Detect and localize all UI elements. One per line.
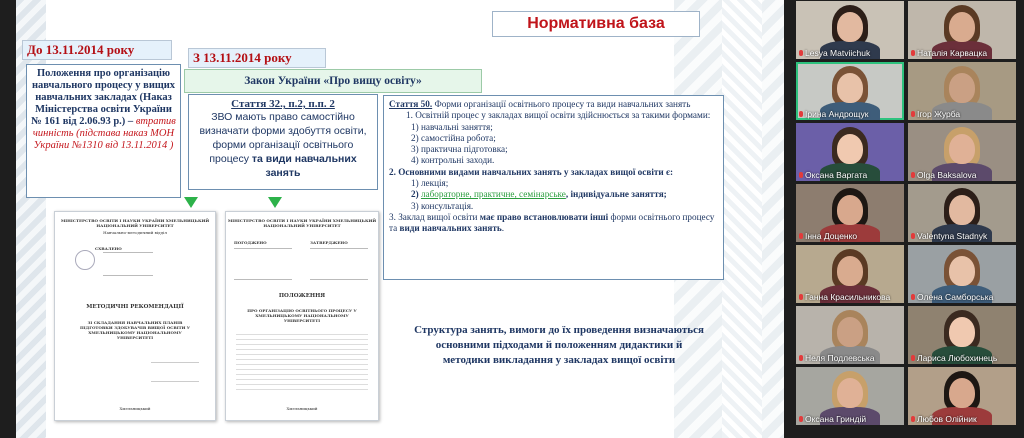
old-regulation-heading: Положення про організацію навчального процесу у вищих навчальних закладах (Наказ Міністерства освіти України № 161 від 2.06.93 р.) – — [31, 68, 176, 127]
muted-mic-icon — [799, 416, 803, 422]
participant-tile[interactable] — [908, 245, 1016, 303]
participant-face — [949, 134, 975, 164]
participant-name: Ігор Журба — [917, 109, 961, 119]
article-50-p3-c: форми освітнього процесу та — [389, 211, 715, 234]
article-50-p1: 1. Освітній процес у закладах вищої освіти здійснюється за такими формами: — [406, 110, 711, 121]
muted-mic-icon — [911, 111, 915, 117]
participant-tile[interactable] — [908, 367, 1016, 425]
participant-face — [949, 73, 975, 103]
participant-face — [837, 73, 863, 103]
participant-tile[interactable] — [908, 306, 1016, 364]
participant-name-label — [911, 414, 977, 424]
participant-name-label — [911, 170, 977, 180]
participant-name: Неля Подлевська — [805, 353, 875, 363]
participant-tile[interactable] — [908, 184, 1016, 242]
doc1-sub: Навчально-методичний відділ — [103, 230, 167, 235]
doc1-approval-lines — [103, 252, 153, 276]
kind-item-2-rest: , індивідуальне заняття; — [565, 189, 667, 200]
participant-face — [949, 256, 975, 286]
participant-tile[interactable] — [796, 184, 904, 242]
participant-name-label — [911, 231, 987, 241]
arrow-down-mid-icon — [268, 197, 282, 208]
participant-face — [837, 378, 863, 408]
arrow-down-left-icon — [184, 197, 198, 208]
kind-item-2-highlight: лабораторне, практичне, семінарське — [420, 189, 566, 200]
article-32-box — [188, 94, 378, 190]
form-item-4: 4) контрольні заходи. — [411, 155, 495, 166]
participant-tile[interactable] — [796, 123, 904, 181]
doc2-title: ПОЛОЖЕННЯ — [278, 293, 326, 299]
kind-item-3: 3) консультація. — [411, 200, 474, 211]
participant-tile[interactable] — [908, 1, 1016, 59]
muted-mic-icon — [911, 416, 915, 422]
participant-face — [837, 317, 863, 347]
participant-name: Лариса Любохинець — [917, 353, 998, 363]
participant-name: Інна Доценко — [805, 231, 858, 241]
participant-name-label — [911, 292, 993, 302]
doc2-right-lines — [310, 248, 368, 280]
left-date-header: До 13.11.2014 року — [22, 40, 172, 60]
doc1-header: МІНІСТЕРСТВО ОСВІТИ І НАУКИ УКРАЇНИ ХМЕЛЬНИЦЬКИЙ НАЦІОНАЛЬНИЙ УНІВЕРСИТЕТ — [60, 218, 210, 228]
muted-mic-icon — [911, 294, 915, 300]
article-50-title-rest: Форми організації освітнього процесу та види навчальних занять — [434, 99, 691, 109]
form-item-2: 2) самостійна робота; — [411, 132, 496, 143]
old-regulation-box — [26, 64, 181, 198]
participant-name-label — [799, 353, 875, 363]
participant-tile[interactable] — [908, 62, 1016, 120]
muted-mic-icon — [799, 111, 803, 117]
article-32-title: Стаття 32., п.2, п.п. 2 — [231, 98, 335, 110]
old-regulation-note: (підстава наказ МОН України №1310 від 13.11.2014 ) — [33, 128, 175, 151]
participant-face — [837, 12, 863, 42]
participant-name: Олена Самборська — [917, 292, 994, 302]
participant-name-label — [799, 109, 868, 119]
participant-tile[interactable] — [796, 1, 904, 59]
participant-name: Ганна Красильникова — [805, 292, 891, 302]
participant-face — [949, 12, 975, 42]
doc1-approve: СХВАЛЕНО — [95, 246, 122, 251]
muted-mic-icon — [799, 172, 803, 178]
slide-title: Нормативна база — [492, 11, 700, 37]
kind-item-2-num: 2) — [411, 189, 421, 200]
law-title: Закон України «Про вищу освіту» — [184, 69, 482, 93]
methodical-recommendations-document — [54, 211, 216, 421]
article-50-box — [383, 95, 724, 280]
participant-name-label — [911, 48, 987, 58]
doc2-desc: ПРО ОРГАНІЗАЦІЮ ОСВІТНЬОГО ПРОЦЕСУ У ХМЕЛЬНИЦЬКОМУ НАЦІОНАЛЬНОМУ УНІВЕРСИТЕТІ — [247, 308, 357, 323]
participant-name-label — [799, 48, 870, 58]
participant-tile[interactable] — [796, 306, 904, 364]
doc2-city: Хмельницький — [286, 406, 318, 411]
kind-item-1: 1) лекція; — [411, 178, 449, 189]
muted-mic-icon — [911, 233, 915, 239]
participant-name-label — [799, 292, 890, 302]
bottom-summary-text: Структура занять, вимоги до їх проведення визначаються основними підходами й положенням дидактики й методики викладання у закладах вищої освіти — [414, 324, 704, 366]
article-32-text: ЗВО мають право самостійно визначати форми здобуття освіти, форми організації освітнього процесу — [199, 111, 367, 165]
doc1-desc: ЗІ СКЛАДАННЯ НАВЧАЛЬНИХ ПЛАНІВ ПІДГОТОВКИ ЗДОБУВАЧІВ ВИЩОЇ ОСВІТИ У ХМЕЛЬНИЦЬКОМУ НАЦІОНАЛЬНОМУ УНІВЕРСИТЕТІ — [79, 320, 191, 340]
participant-face — [837, 195, 863, 225]
participant-name: Наталія Карвацка — [917, 48, 988, 58]
article-50-p3-e: . — [501, 223, 505, 234]
muted-mic-icon — [799, 50, 803, 56]
participant-name: Любов Олійник — [917, 414, 977, 424]
doc1-authors-lines — [151, 362, 199, 382]
doc2-left-lines — [234, 248, 292, 280]
participant-name: Оксана Варгата — [805, 170, 868, 180]
participant-name-label — [799, 414, 866, 424]
participant-name-label — [799, 170, 867, 180]
muted-mic-icon — [799, 355, 803, 361]
muted-mic-icon — [911, 172, 915, 178]
participant-name-label — [799, 231, 857, 241]
old-regulation-status: втратив чинність — [32, 116, 176, 139]
form-item-3: 3) практична підготовка; — [411, 144, 508, 155]
article-50-p2: 2. Основними видами навчальних занять у закладах вищої освіти є: — [389, 166, 673, 177]
participant-face — [949, 195, 975, 225]
participant-name-label — [911, 109, 960, 119]
participant-face — [837, 134, 863, 164]
participant-tile[interactable] — [796, 367, 904, 425]
muted-mic-icon — [911, 50, 915, 56]
doc1-seal-icon — [75, 250, 95, 270]
muted-mic-icon — [799, 233, 803, 239]
participant-tile[interactable] — [796, 62, 904, 120]
participant-name: Оксана Гриндій — [805, 414, 867, 424]
form-item-1: 1) навчальні заняття; — [411, 121, 493, 132]
article-50-p3-b: має право встановлювати інші — [479, 211, 609, 222]
regulation-document — [225, 211, 379, 421]
article-50-title: Стаття 50. — [389, 99, 433, 109]
muted-mic-icon — [911, 355, 915, 361]
participant-face — [949, 378, 975, 408]
article-32-bold: та види навчальних занять — [251, 153, 357, 179]
participant-name: Valentyna Stadnyk — [917, 231, 988, 241]
doc2-header: МІНІСТЕРСТВО ОСВІТИ І НАУКИ УКРАЇНИ ХМЕЛЬНИЦЬКИЙ НАЦІОНАЛЬНИЙ УНІВЕРСИТЕТ — [227, 218, 377, 228]
participant-face — [949, 317, 975, 347]
participants-gallery — [788, 0, 1024, 438]
participant-name-label — [911, 353, 997, 363]
participant-name: Ірина Андрощук — [805, 109, 869, 119]
doc1-title: МЕТОДИЧНІ РЕКОМЕНДАЦІЇ — [86, 304, 184, 310]
article-50-p3-a: 3. Заклад вищої освіти — [389, 211, 478, 222]
participant-tile[interactable] — [908, 123, 1016, 181]
mid-date-header: З 13.11.2014 року — [188, 48, 326, 68]
slide-decoration-right-inner — [722, 0, 762, 438]
participant-name: Lesya Matviichuk — [805, 48, 871, 58]
doc2-revision-table — [236, 330, 368, 392]
doc1-city: Хмельницький — [119, 406, 151, 411]
muted-mic-icon — [799, 294, 803, 300]
participant-tile[interactable] — [796, 245, 904, 303]
article-50-p3-d: види навчальних занять — [399, 223, 502, 234]
participant-face — [837, 256, 863, 286]
doc2-right: ЗАТВЕРДЖЕНО — [310, 240, 348, 245]
doc2-left: ПОГОДЖЕНО — [234, 240, 267, 245]
presentation-slide — [16, 0, 784, 438]
participant-name: Olga Baksalova — [917, 170, 977, 180]
